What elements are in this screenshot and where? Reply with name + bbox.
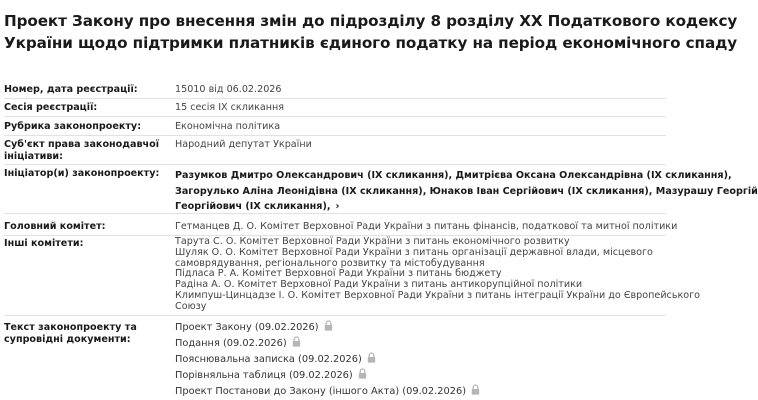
documents-label-line: супровідні документи: bbox=[4, 333, 131, 345]
number-date-value bbox=[175, 84, 665, 96]
main-committee-label: Головний комітет: bbox=[4, 221, 106, 232]
initiators-label: Ініціатор(и) законопроекту: bbox=[4, 168, 160, 179]
main-committee-value bbox=[175, 221, 678, 233]
committee-line: самоврядування, регіонального розвитку та містобудування bbox=[175, 257, 485, 269]
session-label: Сесія реєстрації: bbox=[4, 102, 98, 113]
lock-icon bbox=[324, 320, 333, 331]
divider bbox=[4, 135, 666, 136]
show-more-initiators-icon[interactable]: › bbox=[335, 201, 340, 212]
document-item[interactable] bbox=[175, 352, 376, 367]
divider bbox=[4, 315, 666, 316]
committee-line: Климпуш-Цинцадзе І. О. Комітет Верховної Ради України з питань інтеграції України до Європейського bbox=[175, 289, 701, 301]
document-link[interactable]: Подання (09.02.2026) bbox=[175, 338, 287, 349]
subject-text: Народний депутат України bbox=[175, 139, 312, 150]
initiators-line: Загорулько Аліна Леонідівна (IX скликання), Юнаков Іван Сергійович (IX скликання), Мазурашу Георгій bbox=[175, 185, 758, 197]
subject-label-line: Суб'єкт права законодавчої bbox=[4, 139, 160, 150]
other-committees-label: Інші комітети: bbox=[4, 238, 84, 249]
document-item[interactable] bbox=[175, 320, 333, 335]
page-title-line: України щодо підтримки платників єдиного податку на період економічного спаду bbox=[4, 34, 738, 52]
rubric-text: Економічна політика bbox=[175, 121, 281, 132]
number-date-label: Номер, дата реєстрації: bbox=[4, 84, 138, 95]
divider bbox=[4, 164, 666, 165]
initiators-line: Разумков Дмитро Олександрович (IX скликання), Дмитрієва Оксана Олександрівна (IX скликання), bbox=[175, 170, 732, 181]
main-committee-text: Гетманцев Д. О. Комітет Верховної Ради України з питань фінансів, податкової та митної політики bbox=[175, 221, 678, 232]
number-date-text: 15010 від 06.02.2026 bbox=[175, 84, 282, 95]
document-link[interactable]: Проект Закону (09.02.2026) bbox=[175, 322, 319, 333]
documents-label-line: Текст законопроекту та bbox=[4, 322, 137, 333]
documents-label bbox=[4, 322, 137, 345]
rubric-label: Рубрика законопроекту: bbox=[4, 121, 142, 132]
divider bbox=[4, 116, 666, 117]
lock-icon bbox=[367, 352, 376, 363]
document-link[interactable]: Проект Постанови до Закону (іншого Акта) (09.02.2026) bbox=[175, 386, 467, 397]
initiators-value bbox=[175, 168, 758, 215]
lock-icon bbox=[292, 336, 301, 347]
document-item[interactable] bbox=[175, 336, 301, 351]
lock-icon bbox=[471, 384, 480, 395]
subject-label bbox=[4, 139, 159, 162]
subject-label-line: ініціативи: bbox=[4, 150, 63, 162]
page-title-line: Проект Закону про внесення змін до підрозділу 8 розділу ХХ Податкового кодексу bbox=[4, 12, 738, 30]
session-value bbox=[175, 102, 665, 114]
committee-line: Тарута С. О. Комітет Верховної Ради України з питань економічного розвитку bbox=[175, 236, 570, 247]
divider bbox=[4, 213, 666, 214]
document-link[interactable]: Порівняльна таблиця (09.02.2026) bbox=[175, 370, 353, 381]
rubric-value bbox=[175, 121, 665, 133]
committee-line: Підласа Р. А. Комітет Верховної Ради України з питань бюджету bbox=[175, 268, 502, 280]
document-link[interactable]: Пояснювальна записка (09.02.2026) bbox=[175, 354, 362, 365]
document-item[interactable] bbox=[175, 384, 480, 399]
committee-line: Союзу bbox=[175, 300, 207, 312]
session-text: 15 сесія IX скликання bbox=[175, 102, 285, 113]
initiators-line: Георгійович (IX скликання), bbox=[175, 201, 331, 212]
lock-icon bbox=[358, 368, 367, 379]
subject-value bbox=[175, 139, 665, 151]
divider bbox=[4, 98, 666, 99]
committee-line: Шуляк О. О. Комітет Верховної Ради України з питань організації державної влади, місцевого bbox=[175, 246, 653, 258]
committee-line: Радіна А. О. Комітет Верховної Ради України з питань антикорупційної політики bbox=[175, 279, 583, 291]
page-title bbox=[4, 10, 738, 54]
document-item[interactable] bbox=[175, 368, 367, 383]
other-committees-value bbox=[175, 236, 701, 313]
